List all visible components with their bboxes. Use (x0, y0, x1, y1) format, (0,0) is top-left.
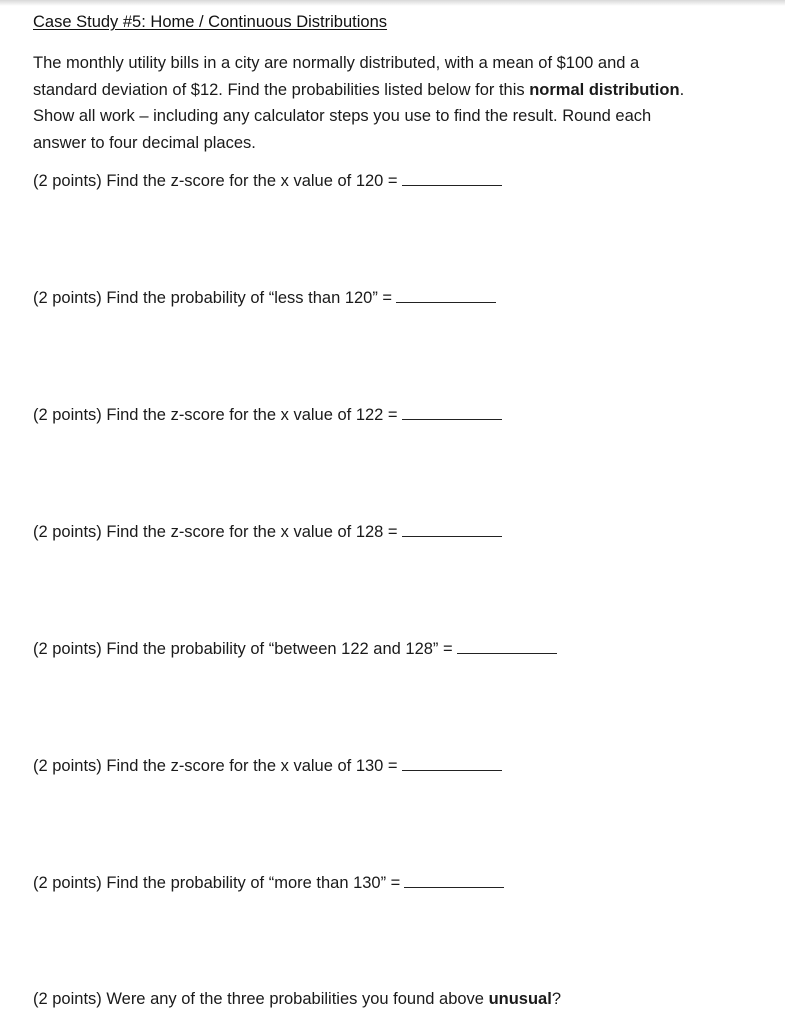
question-text: (2 points) Find the probability of “more than 130” = (33, 874, 401, 892)
intro-line-2-text: standard deviation of $12. Find the probabilities listed below for this (33, 80, 530, 99)
question-4 (33, 523, 502, 542)
intro-line-4: answer to four decimal places. (33, 133, 256, 152)
question-7 (33, 874, 504, 893)
question-text: (2 points) Were any of the three probabilities you found above (33, 990, 489, 1008)
question-text: (2 points) Find the z-score for the x value of 128 = (33, 523, 398, 541)
answer-blank[interactable] (396, 301, 496, 303)
page-title: Case Study #5: Home / Continuous Distributions (33, 13, 388, 31)
intro-paragraph (33, 50, 763, 156)
intro-line-2 (33, 77, 763, 104)
question-5 (33, 640, 557, 659)
intro-line-2-end: . (679, 80, 685, 99)
intro-line-3: Show all work – including any calculator steps you use to find the result. Round each (33, 107, 652, 125)
question-3 (33, 406, 502, 425)
question-text: (2 points) Find the z-score for the x value of 120 = (33, 172, 398, 190)
answer-blank[interactable] (402, 769, 502, 771)
question-6 (33, 757, 502, 776)
question-text: (2 points) Find the probability of “less than 120” = (33, 289, 393, 307)
intro-bold-term: normal distribution (529, 80, 680, 99)
question-2 (33, 289, 496, 308)
question-text: (2 points) Find the z-score for the x value of 122 = (33, 406, 398, 424)
question-text: (2 points) Find the probability of “between 122 and 128” = (33, 640, 453, 658)
intro-line-1: The monthly utility bills in a city are normally distributed, with a mean of $100 and a (33, 54, 640, 72)
answer-blank[interactable] (402, 184, 502, 186)
question-text: (2 points) Find the z-score for the x value of 130 = (33, 757, 398, 775)
answer-blank[interactable] (402, 418, 502, 420)
answer-blank[interactable] (402, 535, 502, 537)
question-bold-term: unusual (488, 990, 552, 1008)
question-8 (33, 990, 561, 1009)
answer-blank[interactable] (457, 652, 557, 654)
question-1 (33, 172, 502, 191)
answer-blank[interactable] (404, 886, 504, 888)
question-end: ? (551, 990, 562, 1008)
